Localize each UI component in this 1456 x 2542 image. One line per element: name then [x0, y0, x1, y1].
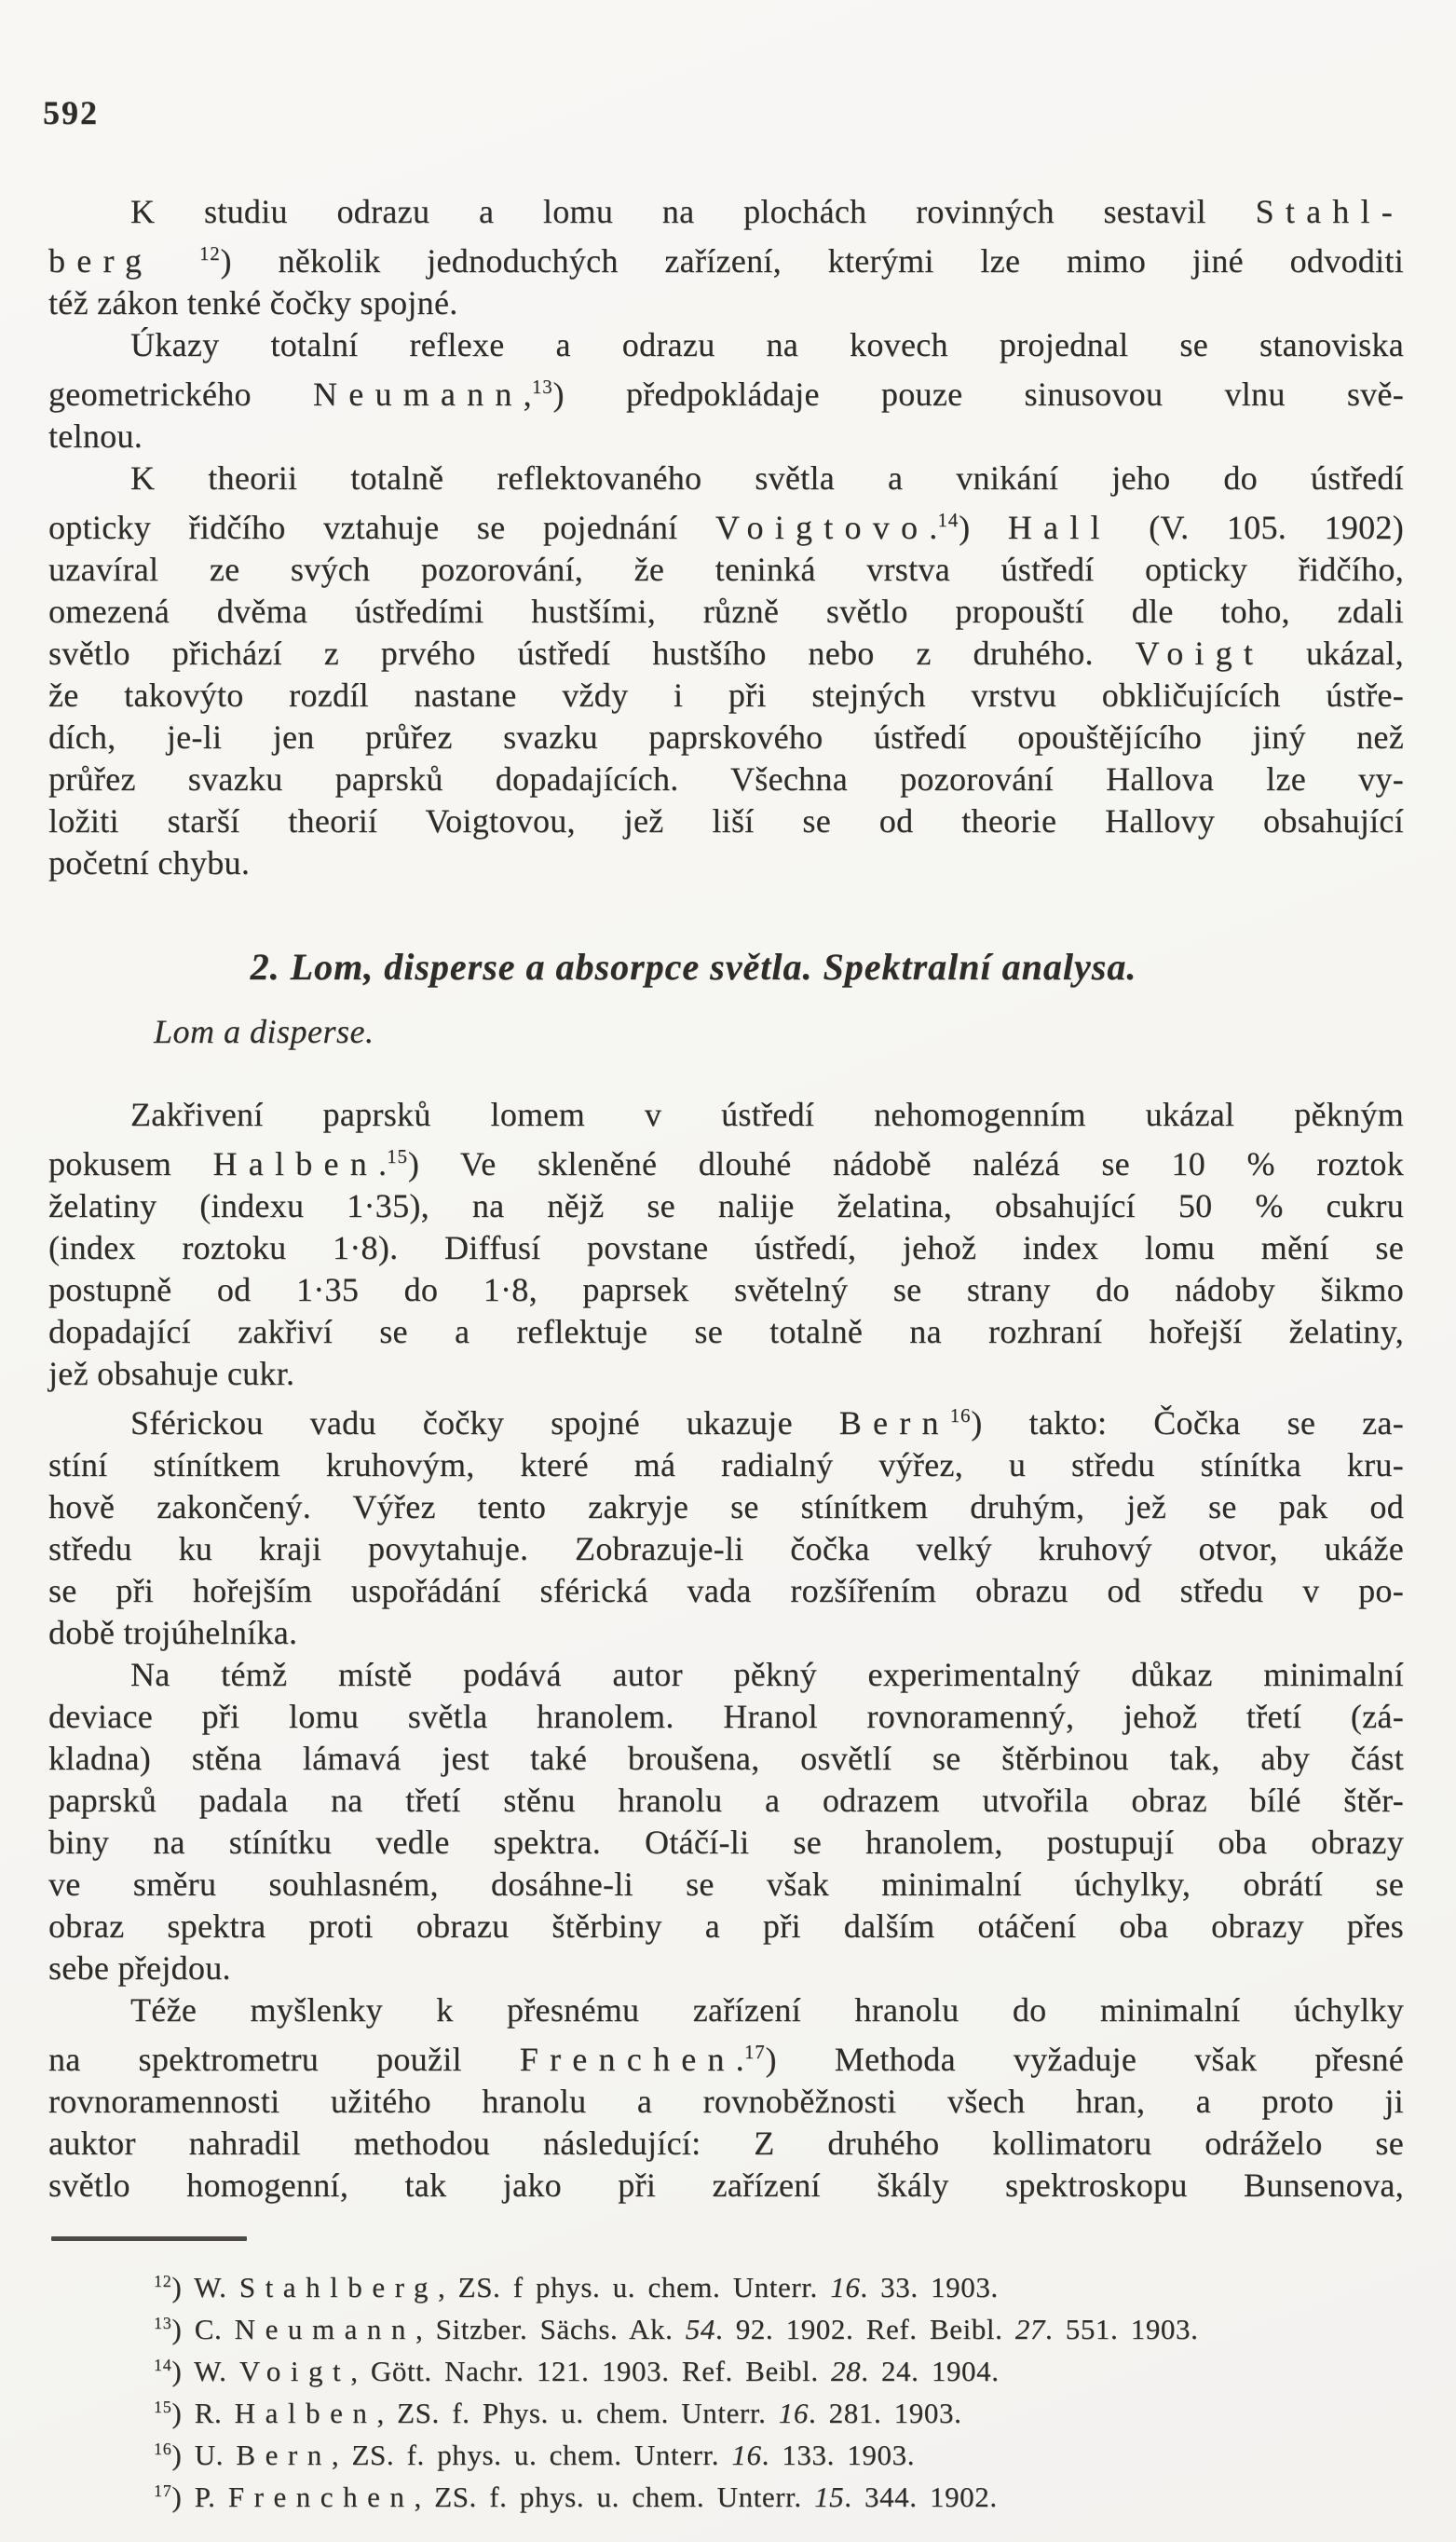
text-segment: geometrického — [48, 375, 313, 413]
text-line — [48, 1395, 1404, 1444]
text-line — [48, 1864, 1404, 1906]
text-segment: středu ku kraji povytahuje. Zobrazuje-li čočka velký kruhový otvor, ukáže — [48, 1529, 1404, 1567]
text-segment: opticky řidčího vztahuje se pojednání — [48, 508, 715, 546]
text-line — [48, 1822, 1404, 1864]
body-blocks — [48, 191, 1404, 2207]
text-segment: (index roztoku 1·8). Diffusí povstane ústředí, jehož index lomu mění se — [48, 1228, 1404, 1266]
text-line — [48, 1311, 1404, 1353]
text-line — [48, 1444, 1404, 1486]
text-segment: , ZS. f. Phys. u. chem. Unterr. — [376, 2397, 779, 2430]
text-segment: , ZS. f. phys. u. chem. Unterr. — [331, 2439, 732, 2472]
text-segment: telnou. — [48, 417, 143, 455]
text-line — [48, 1353, 1404, 1395]
volume-number: 54 — [685, 2312, 715, 2345]
text-segment: , ZS. f. phys. u. chem. Unterr. — [414, 2480, 815, 2514]
text-line — [48, 499, 1404, 549]
footnote-ref: 12 — [154, 2271, 172, 2290]
text-segment: deviace při lomu světla hranolem. Hranol rovnoramenný, jehož třetí (zá- — [48, 1697, 1404, 1735]
paragraph — [48, 191, 1404, 324]
text-line — [48, 1654, 1404, 1696]
text-line — [48, 1948, 1404, 1989]
text-line — [48, 549, 1404, 591]
text-line — [48, 1989, 1404, 2031]
person-name: Voigtovo — [714, 508, 930, 546]
footnote-ref: 17 — [743, 2040, 766, 2063]
text-line — [154, 2389, 1404, 2431]
text-line — [154, 2347, 1404, 2389]
text-line — [48, 1612, 1404, 1654]
text-segment: Lom a disperse. — [154, 1012, 374, 1050]
paragraph — [48, 1094, 1404, 1395]
text-segment: ) — [959, 508, 1008, 546]
text-line — [48, 233, 1404, 282]
text-segment: postupně od 1·35 do 1·8, paprsek světelný se strany do nádoby šikmo — [48, 1270, 1404, 1308]
person-name: Halben — [234, 2397, 377, 2430]
volume-number: 16 — [778, 2397, 809, 2430]
text-segment: Téže myšlenky k přesnému zařízení hranolu do minimalní úchylky — [130, 1990, 1404, 2029]
text-segment: , Gött. Nachr. 121. 1903. Ref. Beibl. — [350, 2355, 832, 2388]
text-segment: paprsků padala na třetí stěnu hranolu a odrazem utvořila obraz bílé štěr- — [48, 1781, 1404, 1819]
footnote-ref: 15 — [387, 1144, 408, 1168]
text-segment: době trojúhelníka. — [48, 1613, 298, 1651]
text-line — [48, 416, 1404, 458]
text-line — [48, 282, 1404, 324]
text-segment: Na témž místě podává autor pěkný experimentalný důkaz minimalní — [130, 1655, 1404, 1693]
text-segment: početní chybu. — [48, 843, 251, 882]
text-segment: na spektrometru použil — [48, 2040, 520, 2078]
text-line — [154, 2431, 1404, 2473]
text-segment: dopadající zakřiví se a reflektuje se totalně na rozhraní hořejší želatiny, — [48, 1312, 1404, 1350]
footnote — [154, 2347, 1404, 2389]
footnote — [154, 2431, 1404, 2473]
text-line — [48, 458, 1404, 499]
footnote-ref: 14 — [937, 508, 959, 531]
text-segment: , ZS. f phys. u. chem. Unterr. — [437, 2270, 831, 2303]
footnote — [154, 2389, 1404, 2431]
text-line — [48, 1136, 1404, 1185]
text-line — [48, 800, 1404, 842]
footnote-ref: 12 — [198, 242, 221, 265]
footnote-ref: 15 — [154, 2398, 172, 2417]
text-segment: Sférickou vadu čočky spojné ukazuje — [130, 1403, 839, 1442]
text-line — [48, 1570, 1404, 1612]
text-segment: . 133. 1903. — [761, 2439, 916, 2472]
text-segment: ) W. — [171, 2270, 239, 2303]
text-line — [154, 2305, 1404, 2347]
person-name: Neumann — [312, 375, 524, 413]
text-segment: pokusem — [48, 1144, 213, 1182]
person-name: Halben — [212, 1144, 378, 1182]
paragraph — [48, 1654, 1404, 1989]
section-heading — [48, 943, 1404, 991]
footnote — [154, 2305, 1404, 2347]
paragraph — [48, 1989, 1404, 2207]
paragraph — [48, 458, 1404, 884]
text-segment: K theorii totalně reflektovaného světla a vnikání jeho do ústředí — [130, 458, 1404, 497]
footnote-ref: 14 — [154, 2355, 172, 2374]
text-segment: biny na stínítku vedle spektra. Otáčí-li se hranolem, postupují oba obrazy — [48, 1823, 1404, 1861]
text-line — [48, 717, 1404, 758]
text-segment: světlo přichází z prvého ústředí hustšího nebo z druhého. — [48, 634, 1136, 672]
text-segment: , Sitzber. Sächs. Ak. — [415, 2312, 686, 2345]
volume-number: 16 — [830, 2270, 861, 2303]
text-segment: ) Ve skleněné dlouhé nádobě nalézá se 10 % roztok — [407, 1144, 1404, 1182]
person-name: Stahl- — [1255, 193, 1404, 230]
footnote-ref: 16 — [154, 2440, 172, 2459]
volume-number: 28 — [831, 2355, 862, 2388]
person-name: Voigt — [238, 2355, 351, 2388]
text-segment: želatiny (indexu 1·35), na nějž se nalije želatina, obsahující 50 % cukru — [48, 1186, 1404, 1224]
text-segment: ve směru souhlasném, dosáhne-li se však minimalní úchylky, obrátí se — [48, 1865, 1404, 1903]
text-segment: stíní stínítkem kruhovým, které má radialný výřez, u středu stínítka kru- — [48, 1445, 1404, 1483]
person-name: Neumann — [234, 2312, 415, 2345]
footnote — [154, 2473, 1404, 2515]
text-segment: též zákon tenké čočky spojné. — [48, 283, 458, 321]
text-segment: ložiti starší theorií Voigtovou, jež liší se od theorie Hallovy obsahující — [48, 801, 1404, 840]
text-segment: ) W. — [171, 2355, 239, 2388]
text-segment: . 281. 1903. — [808, 2397, 962, 2430]
text-line — [48, 366, 1404, 416]
text-segment: světlo homogenní, tak jako při zařízení škály spektroskopu Bunsenova, — [48, 2166, 1404, 2204]
text-line — [48, 2123, 1404, 2165]
paragraph — [48, 324, 1404, 458]
text-segment: kladna) stěna lámavá jest také broušena, osvětlí se štěrbinou tak, aby část — [48, 1739, 1404, 1777]
text-segment: Úkazy totalní reflexe a odrazu na kovech projednal se stanoviska — [130, 325, 1404, 363]
text-segment: . — [377, 1144, 388, 1182]
person-name: Frenchen — [519, 2040, 736, 2078]
volume-number: 27 — [1014, 2312, 1046, 2345]
text-line — [48, 1269, 1404, 1311]
text-segment: . — [735, 2040, 744, 2078]
text-segment: . 92. 1902. Ref. Beibl. — [715, 2312, 1015, 2345]
text-segment: omezená dvěma ústředími hustšími, různě světlo propouští dle toho, zdali — [48, 592, 1404, 630]
text-line — [48, 943, 1339, 991]
footnote-ref: 16 — [949, 1403, 972, 1427]
text-line — [48, 1738, 1404, 1780]
text-segment: že takovýto rozdíl nastane vždy i při stejných vrstvu obkličujících ústře- — [48, 676, 1404, 714]
text-line — [48, 1094, 1404, 1136]
text-segment: K studiu odrazu a lomu na plochách rovinných sestavil — [130, 193, 1256, 230]
person-name: Hall — [1007, 508, 1111, 546]
text-segment: se při hořejším uspořádání sférická vada rozšířením obrazu od středu v po- — [48, 1571, 1404, 1609]
text-line — [48, 1780, 1404, 1822]
text-line — [48, 2031, 1404, 2081]
text-line — [48, 324, 1404, 366]
text-line — [48, 1486, 1404, 1528]
footnote-ref: 13 — [154, 2313, 172, 2332]
volume-number: 16 — [731, 2439, 762, 2472]
text-segment: ) několik jednoduchých zařízení, kterými lze mimo jiné odvoditi — [220, 241, 1405, 280]
text-segment: , — [523, 375, 532, 413]
text-segment: ) takto: Čočka se za- — [971, 1403, 1404, 1442]
page-number: 592 — [43, 94, 99, 131]
text-segment: průřez svazku paprsků dopadajících. Všechna pozorování Hallova lze vy- — [48, 759, 1404, 798]
text-segment: 2. Lom, disperse a absorpce světla. Spektralní analysa. — [250, 945, 1137, 988]
text-line — [48, 633, 1404, 675]
text-segment: . 24. 1904. — [861, 2355, 1000, 2388]
text-segment: . 33. 1903. — [860, 2270, 999, 2303]
text-segment: rovnoramennosti užitého hranolu a rovnoběžnosti všech hran, a proto ji — [48, 2082, 1404, 2120]
text-segment: ) P. — [171, 2480, 228, 2514]
text-line — [48, 1227, 1404, 1269]
text-segment: dích, je-li jen průřez svazku paprskového ústředí opouštějícího jiný než — [48, 718, 1404, 756]
footnote — [154, 2263, 1404, 2305]
text-line — [48, 1528, 1404, 1570]
footnote-ref: 13 — [531, 375, 553, 398]
text-segment: . — [929, 508, 938, 546]
text-segment: ) R. — [171, 2397, 235, 2430]
text-segment: ) Methoda vyžaduje však přesné — [765, 2040, 1405, 2078]
text-line — [48, 1185, 1404, 1227]
text-segment: ) předpokládaje pouze sinusovou vlnu svě- — [552, 375, 1404, 413]
footnote-separator — [51, 2236, 247, 2241]
text-column — [48, 191, 1404, 2515]
text-segment: ) U. — [171, 2439, 237, 2472]
text-line — [48, 842, 1404, 884]
footnote-ref: 17 — [154, 2481, 172, 2501]
text-segment — [153, 242, 199, 280]
text-segment: sebe přejdou. — [48, 1948, 231, 1987]
person-name: Stahlberg — [238, 2270, 438, 2303]
subsection-heading — [48, 1010, 1404, 1053]
text-line — [154, 1010, 1404, 1053]
text-line — [48, 1906, 1404, 1948]
text-line — [154, 2263, 1404, 2305]
text-segment: Zakřivení paprsků lomem v ústředí nehomogenním ukázal pěkným — [130, 1095, 1404, 1133]
text-segment: uzavíral ze svých pozorování, že teninká vrstva ústředí opticky řidčího, — [48, 550, 1404, 588]
text-segment: . 551. 1903. — [1045, 2312, 1199, 2345]
person-name: Bern — [838, 1403, 950, 1442]
person-name: Voigt — [1135, 634, 1265, 672]
volume-number: 15 — [814, 2480, 845, 2514]
text-segment: jež obsahuje cukr. — [48, 1354, 295, 1392]
text-line — [48, 1696, 1404, 1738]
text-line — [48, 2081, 1404, 2123]
text-line — [154, 2473, 1404, 2515]
person-name: Bern — [236, 2439, 332, 2472]
person-name: berg — [48, 241, 154, 280]
person-name: Frenchen — [227, 2480, 415, 2514]
text-segment: (V. 105. 1902) — [1110, 508, 1404, 546]
text-segment: obraz spektra proti obrazu štěrbiny a při dalším otáčení oba obrazy přes — [48, 1906, 1404, 1945]
text-line — [48, 2165, 1404, 2207]
text-segment: hově zakončený. Výřez tento zakryje se stínítkem druhým, jež se pak od — [48, 1487, 1404, 1525]
text-line — [48, 675, 1404, 717]
text-line — [48, 758, 1404, 800]
text-segment: auktor nahradil methodou následující: Z druhého kollimatoru odráželo se — [48, 2124, 1404, 2162]
text-line — [48, 191, 1404, 233]
footnotes-section — [48, 2263, 1404, 2516]
text-line — [48, 591, 1404, 633]
text-segment: ukázal, — [1264, 634, 1404, 672]
paragraph — [48, 1395, 1404, 1654]
text-segment: . 344. 1902. — [844, 2480, 998, 2514]
text-segment: ) C. — [171, 2312, 235, 2345]
